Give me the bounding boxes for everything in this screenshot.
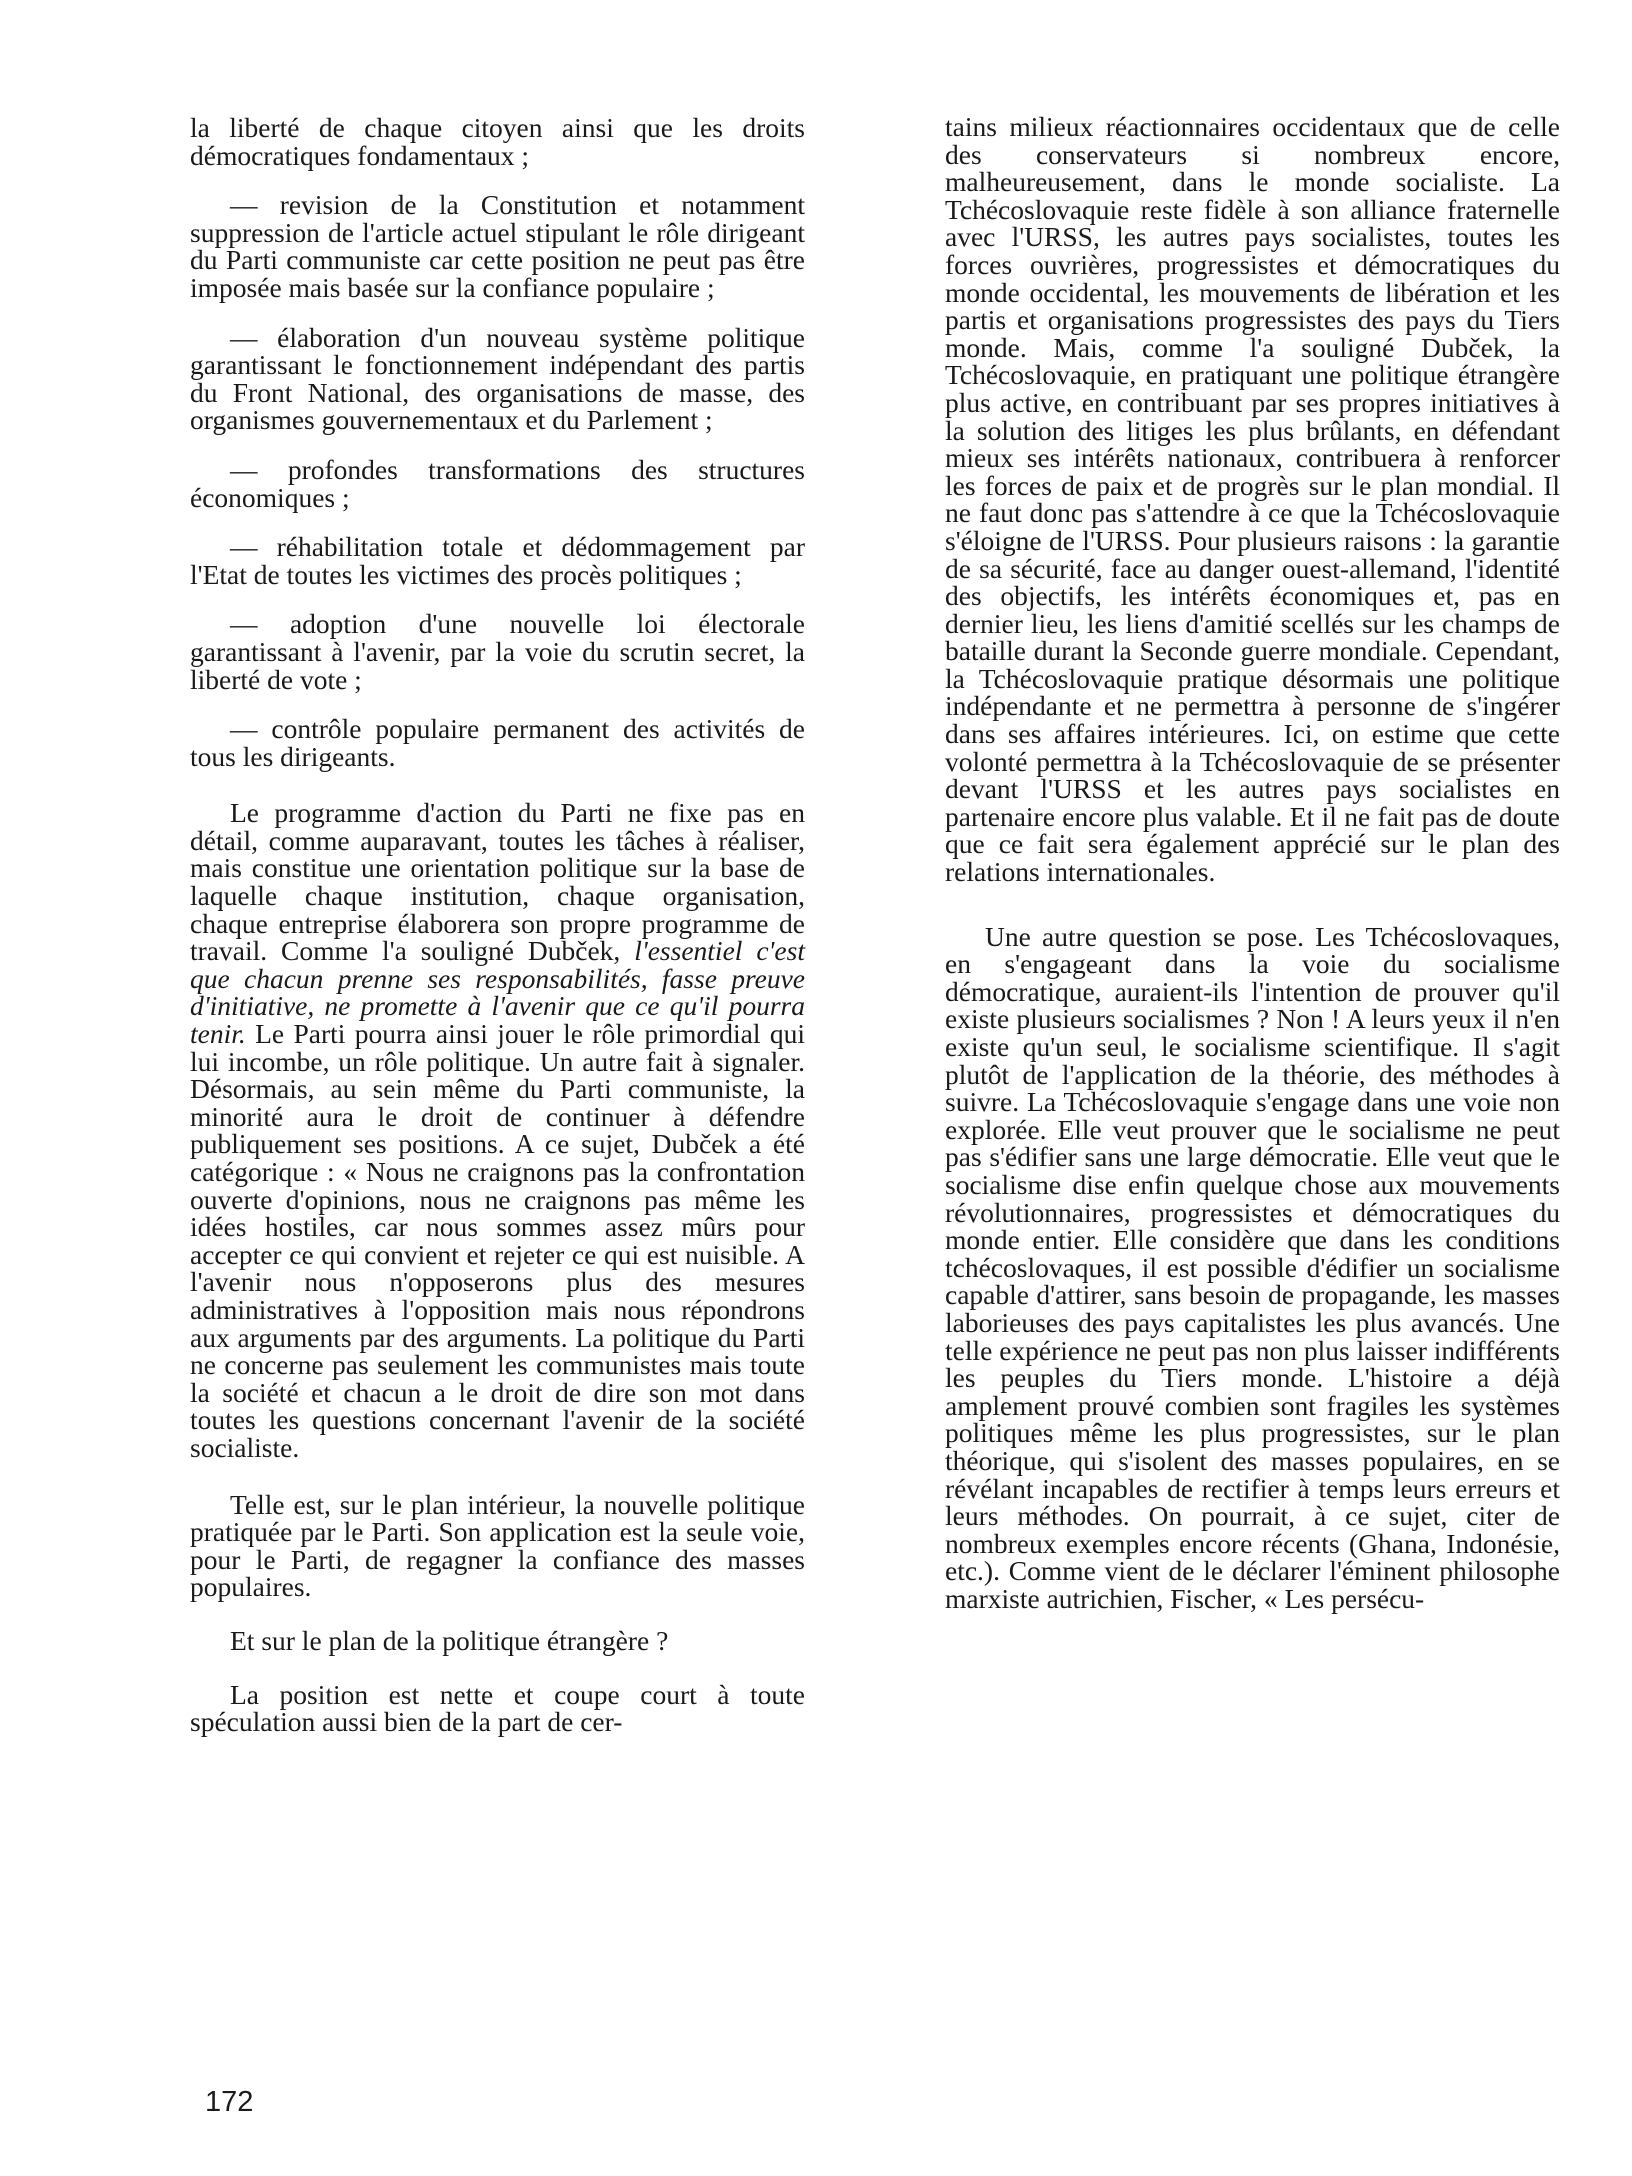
italic-quote: l'essentiel c'est que chacun prenne ses responsabilités, fasse preuve d'initiative, ne promette à l'avenir que ce qu'il pourra tenir. [190,935,805,1050]
list-item: — profondes transformations des structures économiques ; [190,453,805,513]
list-item: — revision de la Constitution et notamment suppression de l'article actuel stipulant le rôle dirigeant du Parti communiste car cette position ne peut pas être imposée mais basée sur la confiance populaire ; [190,189,805,303]
page-number: 172 [205,2086,254,2118]
right-column [945,113,1560,1612]
paragraph: Et sur le plan de la politique étrangère ? [230,1624,669,1656]
list-item: — adoption d'une nouvelle loi électorale garantissant à l'avenir, par la voie du scrutin secret, la liberté de vote ; [190,608,805,695]
list-item: — réhabilitation totale et dédommagement par l'Etat de toutes les victimes des procès politiques ; [190,531,805,590]
paragraph-text: Le Parti pourra ainsi jouer le rôle primordial qui lui incombe, un rôle politique. Un autre fait à signaler. Désormais, au sein même du Parti communiste, la minorité aura le droit de continuer à défendre publiquement ses positions. A ce sujet, Dubček a été catégorique : « Nous ne craignons pas la confrontation ouverte d'opinions, nous ne craignons pas même les idées hostiles, car nous sommes assez mûrs pour accepter ce qui convient et rejeter ce qui est nuisible. A l'avenir nous n'opposerons plus des mesures administratives à l'opposition mais nous répondrons aux arguments par des arguments. La politique du Parti ne concerne pas seulement les communistes mais toute la société et chacun a le droit de dire son mot dans toutes les questions concernant l'avenir de la société socialiste. [190,1018,805,1463]
paragraph [190,799,805,1461]
paragraph: Telle est, sur le plan intérieur, la nouvelle politique pratiquée par le Parti. Son application est la seule voie, pour le Parti, de regagner la confiance des masses populaires. [190,1488,805,1603]
paragraph: Une autre question se pose. Les Tchécoslovaques, en s'engageant dans la voie du socialisme démocratique, auraient-ils l'intention de prouver qu'il existe plusieurs socialismes ? Non ! A leurs yeux il n'en existe qu'un seul, le socialisme scientifique. Il s'agit plutôt de l'application de la théorie, des méthodes à suivre. La Tchécoslovaquie s'engage dans une voie non explorée. Elle veut prouver que le socialisme ne peut pas s'édifier sans une large démocratie. Elle veut que le socialisme dise enfin quelque chose aux mouvements révolutionnaires, progressistes et démocratiques du monde entier. Elle considère que dans les conditions tchécoslovaques, il est possible d'édifier un socialisme capable d'attirer, sans besoin de propagande, les masses laborieuses des pays capitalistes les plus avancés. Une telle expérience ne peut pas non plus laisser indifférents les peuples du Tiers monde. L'histoire a déjà amplement prouvé combien sont fragiles les systèmes politiques même les plus progressistes, sur le plan théorique, qui s'isolent des masses populaires, en se révélant incapables de rectifier à temps leurs erreurs et leurs méthodes. On pourrait, à ce sujet, citer de nombreux exemples encore récents (Ghana, Indonésie, etc.). Comme vient de le déclarer l'éminent philosophe marxiste autrichien, Fischer, « Les persécu- [945,920,1560,1614]
paragraph: La position est nette et coupe court à toute spéculation aussi bien de la part de cer- [190,1678,805,1738]
list-item: — contrôle populaire permanent des activités de tous les dirigeants. [190,713,805,772]
paragraph: tains milieux réactionnaires occidentaux que de celle des conservateurs si nombreux encore, malheureusement, dans le monde socialiste. La Tchécoslovaquie reste fidèle à son alliance fraternelle avec l'URSS, les autres pays socialistes, toutes les forces ouvrières, progressistes et démocratiques du monde occidental, les mouvements de libération et les partis et organisations progressistes des pays du Tiers monde. Mais, comme l'a souligné Dubček, la Tchécoslovaquie, en pratiquant une politique étrangère plus active, en contribuant par ses propres initiatives à la solution des litiges les plus brûlants, en défendant mieux ses intérêts nationaux, contribuera à renforcer les forces de paix et de progrès sur le plan mondial. Il ne faut donc pas s'attendre à ce que la Tchécoslovaquie s'éloigne de l'URSS. Pour plusieurs raisons : la garantie de sa sécurité, face au danger ouest-allemand, l'identité des objectifs, les intérêts économiques et, pas en dernier lieu, les liens d'amitié scellés sur les champs de bataille durant la Seconde guerre mondiale. Cependant, la Tchécoslovaquie pratique désormais une politique indépendante et ne permettra à personne de s'ingérer dans ses affaires intérieures. Ici, on estime que cette volonté permettra à la Tchécoslovaquie de se présenter devant l'URSS et les autres pays socialistes en partenaire encore plus valable. Et il ne fait pas de doute que ce fait sera également apprécié sur le plan des relations internationales. [945,111,1560,888]
list-item: — élaboration d'un nouveau système politique garantissant le fonctionnement indépendant des partis du Front National, des organisations de masse, des organismes gouvernementaux et du Parlement ; [190,321,805,436]
paragraph: la liberté de chaque citoyen ainsi que les droits démocratiques fondamentaux ; [190,112,805,171]
left-column [190,114,805,1736]
paragraph-text: Le programme d'action du Parti ne fixe pas en détail, comme auparavant, toutes les tâches à réaliser, mais constitue une orientation politique sur la base de laquelle chaque institution, chaque organisation, chaque entreprise élaborera son propre programme de travail. Comme l'a souligné Dubček, [190,797,805,967]
